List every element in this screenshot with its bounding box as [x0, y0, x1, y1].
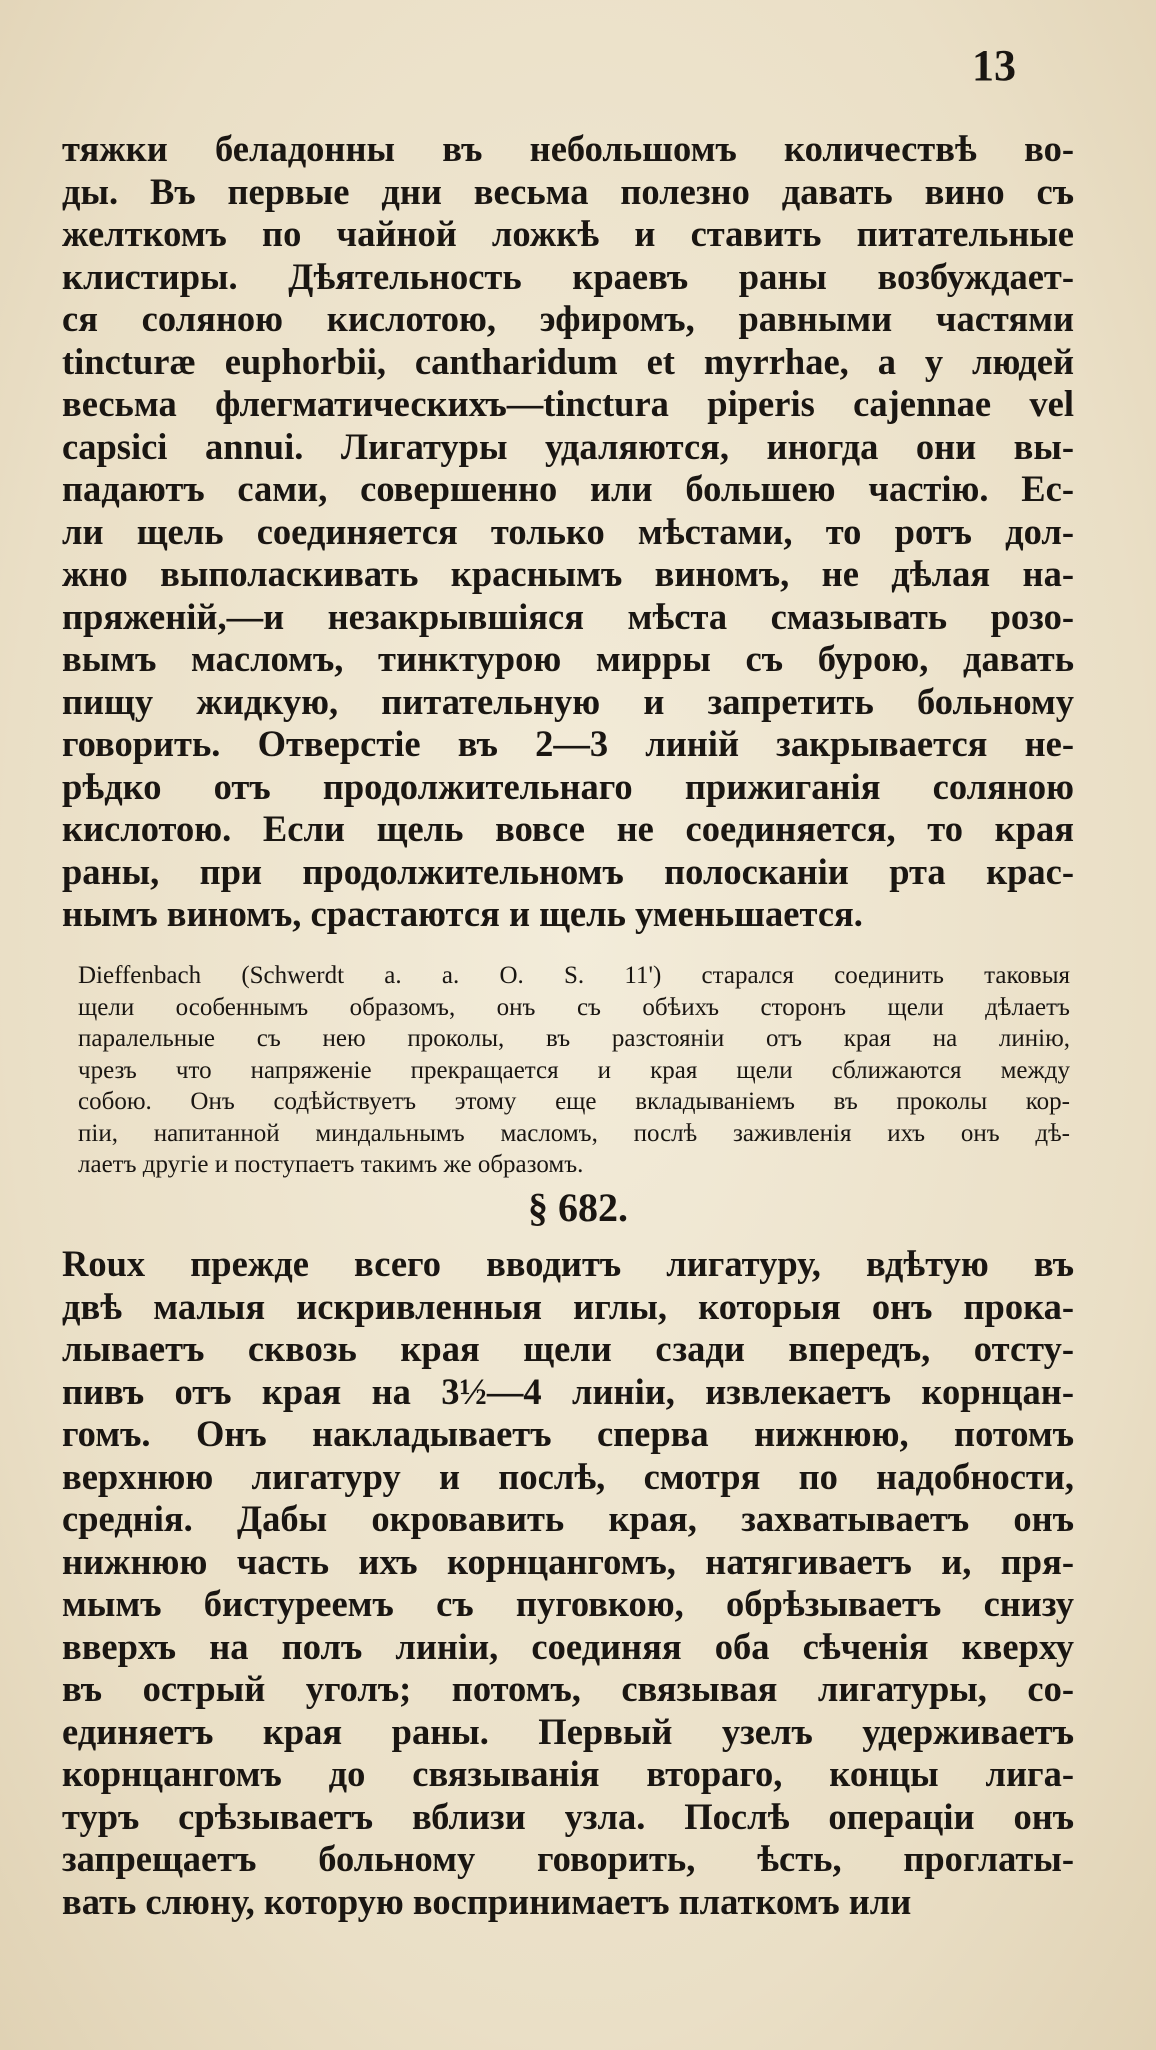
- section-heading: § 682.: [528, 1185, 628, 1230]
- text-line: желткомъ по чайной ложкѣ и ставить питательные: [62, 213, 1074, 254]
- text-line: capsici annui. Лигатуры удаляются, иногда они вы-: [62, 425, 1074, 467]
- text-line: лываетъ сквозь края щели сзади впередъ, отсту-: [62, 1328, 1074, 1369]
- footnote-line: піи, напитанной миндальнымъ масломъ, послѣ заживленія ихъ онъ дѣ-: [78, 1119, 1070, 1147]
- text-line: падаютъ сами, совершенно или большею частію. Ес-: [62, 468, 1074, 509]
- text-line: пищу жидкую, питательную и запретить больному: [62, 680, 1074, 722]
- text-line: жно выполаскивать краснымъ виномъ, не дѣлая на-: [62, 553, 1074, 594]
- footnote-line: паралельные съ нею проколы, въ разстояніи отъ края на линію,: [78, 1025, 1070, 1052]
- text-line: единяетъ края раны. Первый узелъ удерживаетъ: [62, 1710, 1074, 1752]
- text-line: нижнюю часть ихъ корнцангомъ, натягиваетъ и, пря-: [62, 1540, 1074, 1582]
- text-line: Roux прежде всего вводитъ лигатуру, вдѣтую въ: [62, 1243, 1074, 1284]
- text-line: ли щель соединяется только мѣстами, то ротъ дол-: [62, 510, 1074, 552]
- page-number: 13: [972, 41, 1016, 90]
- text-line: мымъ бистуреемъ съ пуговкою, обрѣзываетъ снизу: [62, 1583, 1074, 1624]
- text-line: нымъ виномъ, срастаются и щель уменьшается.: [62, 893, 863, 934]
- text-line: вать слюну, которую воспринимаетъ платкомъ или: [62, 1880, 912, 1922]
- footnote-line: лаетъ другіе и поступаетъ такимъ же образомъ.: [78, 1151, 584, 1178]
- text-line: пивъ отъ края на 3½—4 линіи, извлекаетъ корнцан-: [62, 1370, 1074, 1412]
- text-line: тяжки беладонны въ небольшомъ количествѣ во-: [62, 128, 1074, 169]
- text-line: гомъ. Онъ накладываетъ сперва нижнюю, потомъ: [62, 1413, 1074, 1454]
- text-line: ся соляною кислотою, эфиромъ, равными частями: [62, 298, 1074, 339]
- text-line: рѣдко отъ продолжительнаго прижиганія соляною: [62, 765, 1074, 807]
- text-line: пряженій,—и незакрывшіяся мѣста смазывать розо-: [62, 595, 1074, 637]
- text-line: tincturæ euphorbii, cantharidum et myrrhae, а у людей: [62, 340, 1074, 382]
- footnote-line: щели особеннымъ образомъ, онъ съ обѣихъ сторонъ щели дѣлаетъ: [78, 993, 1070, 1021]
- text-line: клистиры. Дѣятельность краевъ раны возбуждает-: [62, 255, 1074, 297]
- text-line: вымъ масломъ, тинктурою мирры съ бурою, давать: [62, 638, 1074, 679]
- text-line: весьма флегматическихъ—tinctura piperis cajennae vel: [62, 383, 1074, 424]
- text-line: запрещаетъ больному говорить, ѣсть, проглаты-: [62, 1838, 1074, 1879]
- text-line: туръ срѣзываетъ вблизи узла. Послѣ операціи онъ: [62, 1795, 1074, 1837]
- text-line: раны, при продолжительномъ полосканіи рта крас-: [62, 850, 1074, 892]
- text-line: среднія. Дабы окровавить края, захватываетъ онъ: [62, 1498, 1074, 1539]
- text-line: корнцангомъ до связыванія втораго, концы лига-: [62, 1753, 1074, 1794]
- paragraph-2: [62, 1243, 1074, 1923]
- text-line: ды. Въ первые дни весьма полезно давать вино съ: [62, 170, 1074, 212]
- text-line: двѣ малыя искривленныя иглы, которыя онъ прока-: [62, 1285, 1074, 1327]
- text-line: верхнюю лигатуру и послѣ, смотря по надобности,: [62, 1455, 1074, 1497]
- footnote-line: чрезъ что напряженіе прекращается и края щели сближаются между: [78, 1056, 1070, 1084]
- text-line: въ острый уголъ; потомъ, связывая лигатуры, со-: [62, 1668, 1074, 1709]
- footnote-line: Dieffenbach (Schwerdt a. a. O. S. 11') старался соединить таковыя: [78, 962, 1070, 989]
- text-line: говорить. Отверстіе въ 2—3 линій закрывается не-: [62, 723, 1074, 764]
- paragraph-1: [62, 128, 1074, 936]
- text-line: кислотою. Если щель вовсе не соединяется, то края: [62, 808, 1074, 849]
- footnote: [78, 960, 1070, 1181]
- footnote-line: собою. Онъ содѣйствуетъ этому еще вкладываніемъ въ проколы кор-: [78, 1088, 1070, 1115]
- text-line: вверхъ на полъ линіи, соединяя оба сѣченія кверху: [62, 1625, 1074, 1667]
